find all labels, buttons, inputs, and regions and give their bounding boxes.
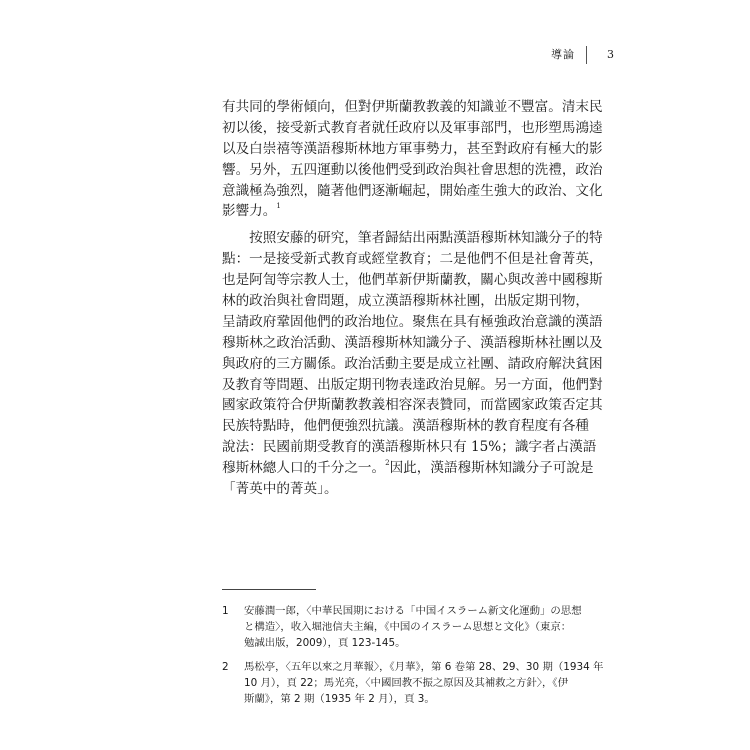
running-header bbox=[500, 46, 620, 64]
footnote-2 bbox=[222, 659, 604, 707]
text-line: 按照安藤的研究，筆者歸結出兩點漢語穆斯林知識分子的特 bbox=[222, 230, 603, 247]
footnote-marker: 2 bbox=[385, 459, 390, 468]
footnote-line: 馬松亭，〈五年以來之月華報〉，《月華》，第 6 卷第 28、29、30 期（1934 年 bbox=[244, 661, 604, 673]
footnote-marker: 1 bbox=[276, 202, 281, 211]
text-line: 林的政治與社會問題，成立漢語穆斯林社團，出版定期刊物， bbox=[222, 293, 590, 310]
text-line: 及教育等問題、出版定期刊物表達政治見解。另一方面，他們對 bbox=[222, 376, 603, 393]
text-span: 穆斯林總人口的千分之一。 bbox=[222, 460, 386, 477]
text-line: 有共同的學術傾向，但對伊斯蘭教教義的知識並不豐富。清末民 bbox=[222, 99, 603, 115]
text-line: 說法：民國前期受教育的漢語穆斯林只有 15%；識字者占漢語 bbox=[222, 439, 597, 456]
paragraph-1 bbox=[222, 97, 603, 222]
text-line: 響。另外，五四運動以後他們受到政治與社會思想的洗禮，政治 bbox=[222, 161, 603, 178]
footnote-number: 2 bbox=[222, 661, 229, 673]
text-line: 初以後，接受新式教育者就任政府以及軍事部門，也形塑馬鴻逵 bbox=[222, 119, 603, 136]
footnote-line: 安藤潤一郎，〈中華民国期における「中国イスラーム新文化運動」の思想 bbox=[244, 605, 582, 617]
footnote-1 bbox=[222, 603, 582, 651]
page-number: 3 bbox=[607, 48, 614, 61]
text-span: 影響力。 bbox=[222, 203, 277, 220]
footnote-number: 1 bbox=[222, 605, 229, 617]
text-line: 呈請政府鞏固他們的政治地位。聚焦在具有極強政治意識的漢語 bbox=[222, 313, 603, 330]
text-line: 國家政策符合伊斯蘭教教義相容深表贊同，而當國家政策否定其 bbox=[222, 397, 603, 414]
text-line: 民族特點時，他們便強烈抗議。漢語穆斯林的教育程度有各種 bbox=[222, 418, 590, 435]
text-line: 也是阿訇等宗教人士，他們革新伊斯蘭教，關心與改善中國穆斯 bbox=[222, 272, 603, 289]
paragraph-2 bbox=[222, 228, 603, 500]
text-line: 以及白崇禧等漢語穆斯林地方軍事勢力，甚至對政府有極大的影 bbox=[222, 140, 603, 157]
section-title: 導論 bbox=[551, 48, 575, 61]
text-line: 「菁英中的菁英」。 bbox=[222, 481, 338, 498]
footnotes bbox=[222, 603, 604, 715]
text-line bbox=[222, 458, 594, 479]
text-span: 因此，漢語穆斯林知識分子可說是 bbox=[389, 460, 594, 477]
footnote-line: 10 月），頁 22；馬光亮，〈中國回教不振之原因及其補救之方針〉，《伊 bbox=[244, 677, 568, 689]
header-divider bbox=[586, 46, 587, 64]
footnote-line: 斯蘭》，第 2 期（1935 年 2 月），頁 3。 bbox=[244, 693, 435, 705]
footnote-rule bbox=[222, 589, 316, 590]
text-line: 穆斯林之政治活動、漢語穆斯林知識分子、漢語穆斯林社團以及 bbox=[222, 334, 603, 351]
text-line bbox=[222, 201, 572, 222]
footnote-line: と構造〉，收入堀池信夫主編，《中国のイスラーム思想と文化》（東京： bbox=[244, 621, 572, 633]
text-line: 點：一是接受新式教育或經堂教育；二是他們不但是社會菁英， bbox=[222, 251, 603, 268]
text-line: 意識極為強烈，隨著他們逐漸崛起，開始產生強大的政治、文化 bbox=[222, 182, 603, 199]
text-line: 與政府的三方關係。政治活動主要是成立社團、請政府解決貧困 bbox=[222, 355, 603, 372]
body-text bbox=[222, 97, 603, 500]
footnote-line: 勉誠出版，2009），頁 123-145。 bbox=[244, 637, 406, 649]
